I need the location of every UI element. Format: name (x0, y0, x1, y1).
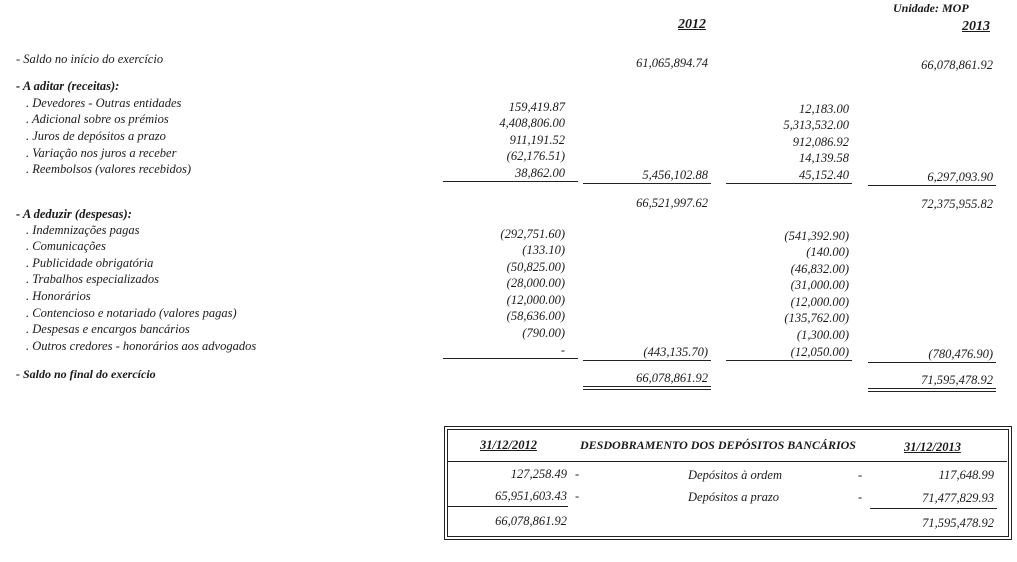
box-line-2012: 127,258.49 (510, 467, 567, 481)
year-2012-header: 2012 (678, 17, 706, 32)
add-item-label: . Devedores - Outras entidades (26, 96, 182, 110)
year-2013-header: 2013 (962, 19, 990, 34)
closing-balance-label: - Saldo no final do exercício (16, 367, 156, 381)
add-item-2012: 159,419.87 (508, 100, 565, 114)
add-total-2013: 6,297,093.90 (927, 170, 993, 184)
box-dash: - (858, 490, 863, 504)
rule (443, 181, 578, 182)
add-section-heading: - A aditar (receitas): (16, 79, 120, 93)
double-rule (583, 386, 711, 390)
add-item-label: . Juros de depósitos a prazo (26, 129, 166, 143)
double-rule (868, 388, 996, 392)
rule (583, 360, 711, 361)
rule (583, 183, 711, 184)
box-header-rule (448, 461, 1007, 462)
deduct-item-label: . Despesas e encargos bancários (26, 322, 190, 336)
deduct-total-2013: (780,476.90) (928, 347, 993, 361)
deduct-item-2012: (133.10) (522, 243, 565, 257)
deduct-item-2013: (12,050.00) (790, 345, 849, 359)
deduct-item-2013: (46,832.00) (790, 262, 849, 276)
box-line-label: Depósitos à ordem (688, 468, 782, 482)
box-date-2012: 31/12/2012 (480, 438, 537, 452)
add-item-2013: 912,086.92 (792, 135, 849, 149)
rule (443, 358, 578, 359)
add-item-label: . Variação nos juros a receber (26, 146, 177, 160)
opening-balance-label: - Saldo no início do exercício (16, 52, 164, 66)
box-dash: - (858, 468, 863, 482)
deduct-item-2012: (292,751.60) (500, 227, 565, 241)
deduct-item-2012: - (560, 343, 565, 357)
deduct-item-2013: (140.00) (806, 245, 849, 259)
rule (448, 506, 568, 507)
subtotal-2013: 72,375,955.82 (921, 197, 993, 211)
box-title: DESDOBRAMENTO DOS DEPÓSITOS BANCÁRIOS (580, 438, 856, 452)
deduct-item-2012: (790.00) (522, 326, 565, 340)
add-item-2012: 38,862.00 (515, 166, 565, 180)
deduct-item-2013: (541,392.90) (784, 229, 849, 243)
deduct-item-2013: (12,000.00) (790, 295, 849, 309)
box-line-2012: 65,951,603.43 (495, 489, 567, 503)
add-item-2013: 14,139.58 (799, 151, 849, 165)
deduct-item-label: . Trabalhos especializados (26, 272, 159, 286)
box-line-2013: 117,648.99 (938, 468, 994, 482)
deduct-item-2012: (28,000.00) (506, 276, 565, 290)
add-item-2012: (62,176.51) (506, 149, 565, 163)
rule (868, 185, 996, 186)
box-line-2013: 71,477,829.93 (922, 491, 994, 505)
add-item-2013: 5,313,532.00 (783, 118, 849, 132)
box-total-2012: 66,078,861.92 (495, 514, 567, 528)
add-total-2012: 5,456,102.88 (642, 168, 708, 182)
box-dash: - (575, 467, 580, 481)
rule (870, 508, 997, 509)
box-dash: - (575, 489, 580, 503)
rule (726, 183, 852, 184)
add-item-2012: 4,408,806.00 (499, 116, 565, 130)
unit-label: Unidade: MOP (893, 1, 969, 15)
deduct-total-2012: (443,135.70) (643, 345, 708, 359)
add-item-2013: 45,152.40 (799, 168, 849, 182)
add-item-2013: 12,183.00 (799, 102, 849, 116)
closing-balance-2012: 66,078,861.92 (636, 371, 708, 385)
deduct-item-label: . Contencioso e notariado (valores pagas) (26, 306, 237, 320)
deduct-item-label: . Indemnizações pagas (26, 223, 140, 237)
rule (868, 362, 996, 363)
deduct-item-2013: (31,000.00) (790, 278, 849, 292)
opening-balance-2013: 66,078,861.92 (921, 58, 993, 72)
box-total-2013: 71,595,478.92 (922, 516, 994, 530)
deduct-item-2013: (1,300.00) (796, 328, 849, 342)
deduct-item-2013: (135,762.00) (784, 311, 849, 325)
closing-balance-2013: 71,595,478.92 (921, 373, 993, 387)
deduct-item-2012: (58,636.00) (506, 309, 565, 323)
deduct-item-label: . Comunicações (26, 239, 106, 253)
deduct-section-heading: - A deduzir (despesas): (16, 207, 132, 221)
opening-balance-2012: 61,065,894.74 (636, 56, 708, 70)
box-line-label: Depósitos a prazo (688, 490, 779, 504)
subtotal-2012: 66,521,997.62 (636, 196, 708, 210)
deduct-item-label: . Outros credores - honorários aos advogados (26, 339, 257, 353)
rule (726, 360, 852, 361)
deduct-item-label: . Honorários (26, 289, 91, 303)
deduct-item-label: . Publicidade obrigatória (26, 256, 154, 270)
deduct-item-2012: (50,825.00) (506, 260, 565, 274)
box-date-2013: 31/12/2013 (904, 440, 961, 454)
add-item-label: . Reembolsos (valores recebidos) (26, 162, 192, 176)
deduct-item-2012: (12,000.00) (506, 293, 565, 307)
add-item-label: . Adicional sobre os prémios (26, 112, 169, 126)
add-item-2012: 911,191.52 (509, 133, 565, 147)
